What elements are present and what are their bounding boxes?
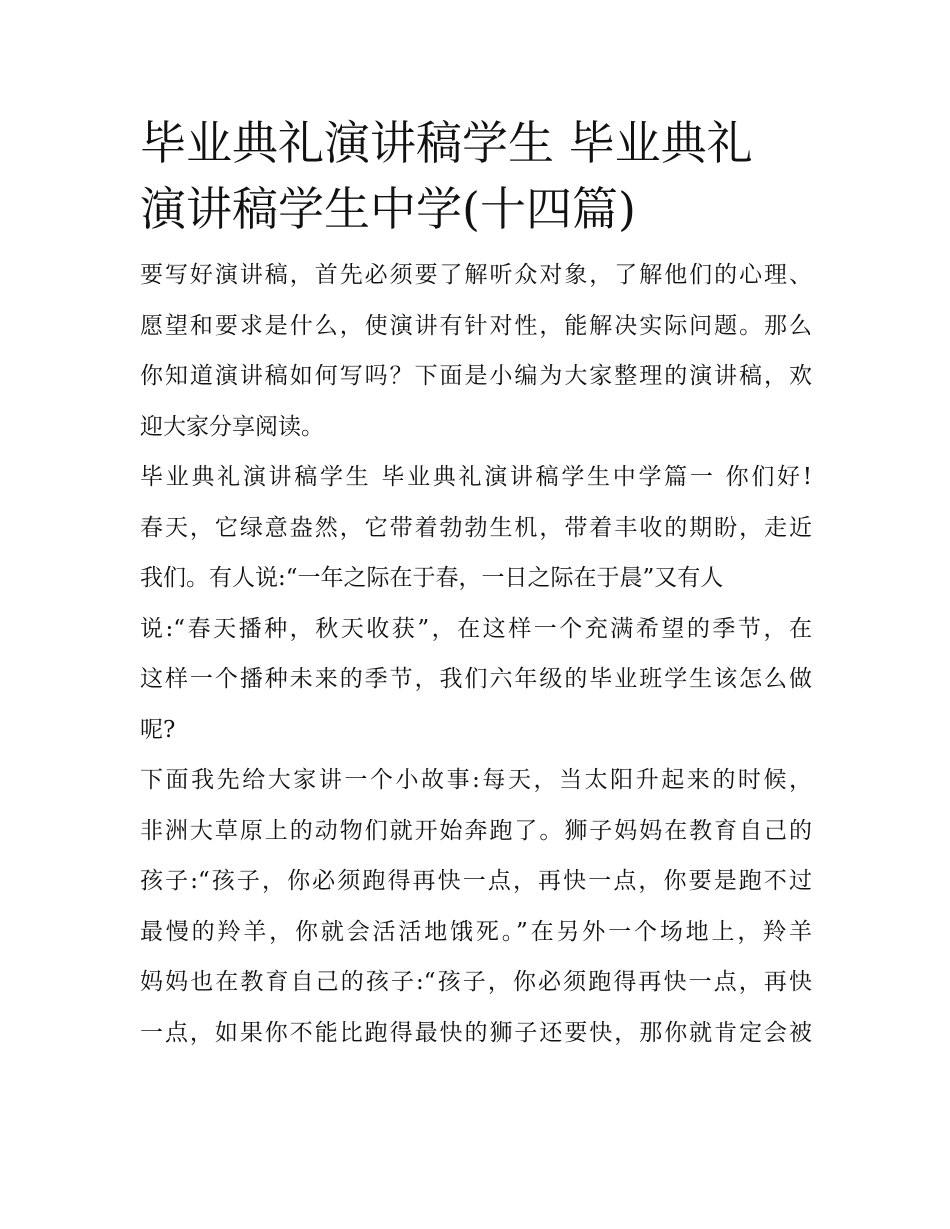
- text-line: 下面我先给大家讲一个小故事:每天，当太阳升起来的时候，: [140, 767, 812, 793]
- text-line: 呢?: [140, 716, 176, 743]
- document-title: [140, 110, 812, 242]
- text-line: 你知道演讲稿如何写吗？下面是小编为大家整理的演讲稿，欢: [140, 363, 812, 389]
- intro-paragraph: [140, 250, 812, 452]
- text-line: 春天，它绿意盎然，它带着勃勃生机，带着丰收的期盼，走近: [140, 514, 812, 541]
- text-line: 我们。有人说:“一年之际在于春，一日之际在于晨”又有人: [140, 565, 724, 591]
- text-line: 迎大家分享阅读。: [140, 413, 324, 440]
- text-line: 孩子:“孩子，你必须跑得再快一点，再快一点，你要是跑不过: [140, 868, 812, 894]
- text-line: 最慢的羚羊，你就会活活地饿死。”在另外一个场地上，羚羊: [140, 918, 812, 945]
- text-line: 非洲大草原上的动物们就开始奔跑了。狮子妈妈在教育自己的: [140, 817, 812, 844]
- speech-paragraph-1: [140, 452, 812, 755]
- text-line: 毕业典礼演讲稿学生 毕业典礼演讲稿学生中学篇一 你们好!: [140, 464, 812, 490]
- text-line: 妈妈也在教育自己的孩子:“孩子，你必须跑得再快一点，再快: [140, 969, 812, 995]
- title-line-2: 演讲稿学生中学(十四篇): [140, 182, 636, 236]
- title-line-1: 毕业典礼演讲稿学生 毕业典礼: [140, 116, 753, 170]
- text-line: 一点，如果你不能比跑得最快的狮子还要快，那你就肯定会被: [140, 1019, 812, 1046]
- text-line: 愿望和要求是什么，使演讲有针对性，能解决实际问题。那么: [140, 312, 812, 339]
- document-body: [140, 110, 812, 1058]
- text-line: 这样一个播种未来的季节，我们六年级的毕业班学生该怎么做: [140, 666, 812, 692]
- text-line: 说:“春天播种，秋天收获”，在这样一个充满希望的季节，在: [140, 615, 812, 642]
- text-line: 要写好演讲稿，首先必须要了解听众对象，了解他们的心理、: [140, 262, 812, 288]
- speech-paragraph-2: [140, 755, 812, 1058]
